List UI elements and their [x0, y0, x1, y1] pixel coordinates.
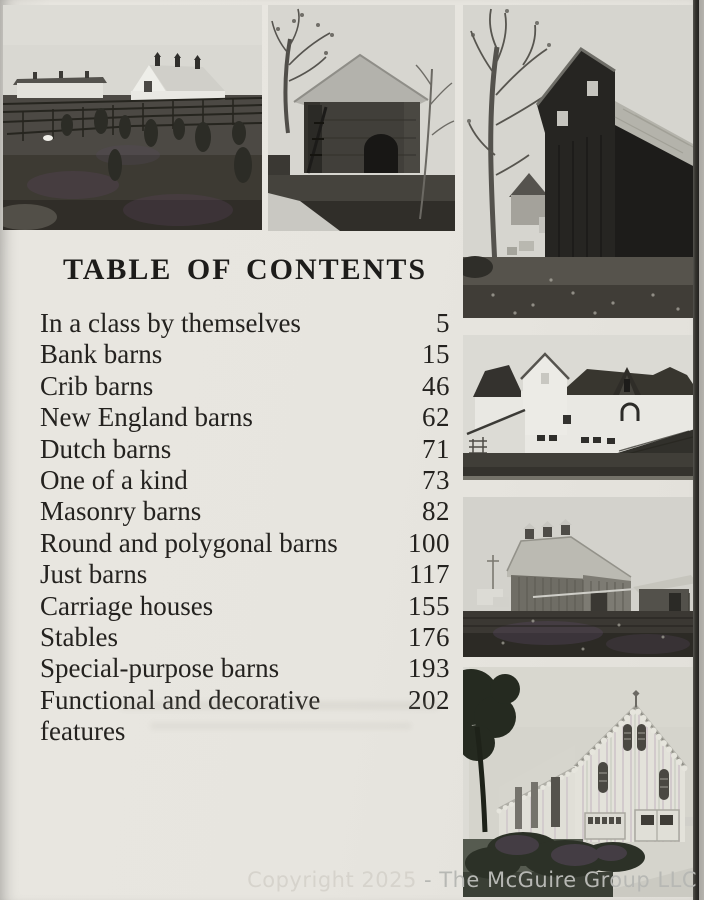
toc-entry-page: 202: [408, 684, 450, 715]
toc-entry-label: Functional and decorative features: [40, 684, 321, 747]
toc-entry-page: 82: [422, 496, 450, 527]
table-of-contents: [40, 253, 450, 748]
toc-entry-label: Bank barns: [40, 339, 163, 370]
toc-entry-page: 117: [409, 559, 450, 590]
toc-entry-label: One of a kind: [40, 465, 188, 496]
toc-entry: [40, 685, 450, 748]
toc-entry-label: Just barns: [40, 559, 148, 590]
toc-entry-page: 46: [422, 370, 450, 401]
watermark-text-on-photo: - The McGuire Group LLC: [423, 868, 697, 892]
photo-octagonal-barn: [268, 5, 455, 231]
toc-entry-label: Masonry barns: [40, 496, 202, 527]
toc-entry: [40, 434, 450, 465]
toc-entry-label: Special-purpose barns: [40, 653, 280, 684]
photo-white-gambrel-barn: [463, 335, 695, 480]
toc-entry-label: Stables: [40, 622, 118, 653]
toc-entry-page: 5: [436, 308, 450, 338]
toc-entry: [40, 371, 450, 402]
toc-entry-page: 62: [422, 402, 450, 433]
toc-entry-page: 71: [422, 433, 450, 464]
photo-victorian-carriage-barn: [463, 667, 695, 897]
toc-entry-label: Dutch barns: [40, 433, 172, 464]
toc-entry: [40, 653, 450, 684]
toc-entry: [40, 496, 450, 527]
toc-entry-page: 15: [422, 339, 450, 370]
toc-entry-label: Carriage houses: [40, 590, 214, 621]
toc-entry-page: 155: [408, 590, 450, 621]
toc-entry-page: 73: [422, 465, 450, 496]
toc-entry-page: 193: [408, 653, 450, 684]
watermark: [247, 868, 697, 892]
photo-white-barn-pasture: [3, 5, 262, 230]
toc-entry-label: In a class by themselves: [40, 308, 301, 338]
toc-entry-label: Crib barns: [40, 370, 154, 401]
toc-entry: [40, 465, 450, 496]
toc-entry: [40, 308, 450, 339]
toc-entry: [40, 402, 450, 433]
toc-entry: [40, 559, 450, 590]
background-edge: [699, 0, 704, 900]
page-showthrough: [120, 701, 440, 710]
toc-entry: [40, 591, 450, 622]
watermark-text-on-page: Copyright 2025: [247, 868, 424, 892]
photo-gray-barn-cupolas: [463, 497, 695, 657]
toc-entry: [40, 622, 450, 653]
toc-entry: [40, 339, 450, 370]
toc-entry-label: Round and polygonal barns: [40, 527, 338, 558]
page-showthrough: [150, 722, 412, 730]
toc-entry-page: 100: [408, 527, 450, 558]
toc-entry-label: New England barns: [40, 402, 253, 433]
toc-list: [40, 308, 450, 748]
toc-entry-page: 176: [408, 622, 450, 653]
photo-dark-barn-closeup: [463, 5, 695, 318]
toc-entry: [40, 528, 450, 559]
page-title: TABLE OF CONTENTS: [62, 253, 428, 286]
